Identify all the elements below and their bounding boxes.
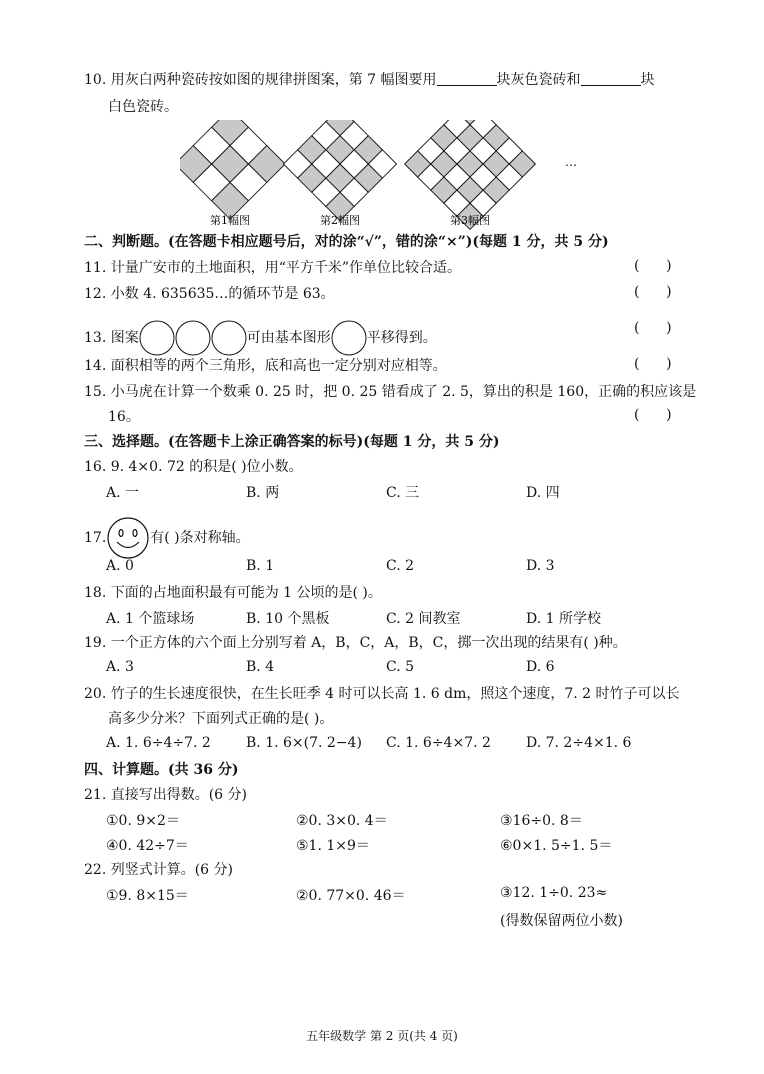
q17-option-a[interactable]: A. 0: [106, 558, 134, 574]
q18-text: 18. 下面的占地面积最有可能为 1 公顷的是( )。: [84, 585, 382, 601]
q17-after-text: 有( )条对称轴。: [150, 530, 250, 546]
section-4-title: 四、计算题。(共 36 分): [84, 762, 239, 778]
q19-option-b[interactable]: B. 4: [246, 659, 275, 675]
q22-item-1: ①9. 8×15＝: [106, 888, 189, 904]
q10-tile-figures: [180, 120, 600, 232]
q15-text: 15. 小马虎在计算一个数乘 0. 25 时，把 0. 25 错看成了 2. 5，算出的积是 160，正确的积应该是: [84, 384, 697, 400]
q21-item-5: ⑤1. 1×9＝: [296, 838, 370, 854]
q13-answer-paren[interactable]: ( ): [634, 320, 672, 336]
q10-line2: 白色瓷砖。: [108, 99, 178, 115]
tile-figure-3: [405, 120, 536, 229]
q21-item-4: ④0. 42÷7＝: [106, 838, 189, 854]
q19-text: 19. 一个正方体的六个面上分别写着 A，B，C，A，B，C，掷一次出现的结果有( )种。: [84, 635, 627, 651]
q10-blank-white[interactable]: [581, 71, 641, 86]
q16-option-c[interactable]: C. 三: [386, 485, 420, 501]
q10-blank-gray[interactable]: [437, 71, 497, 86]
section-2-title: 二、判断题。(在答题卡相应题号后，对的涂“√”，错的涂“×”)(每题 1 分，共 5 分): [84, 234, 609, 250]
caption-3: 第3幅图: [450, 214, 490, 227]
q22-item-2: ②0. 77×0. 46＝: [296, 888, 406, 904]
q11-answer-paren[interactable]: ( ): [634, 258, 672, 274]
q17-text: 17.: [84, 530, 107, 546]
q20-text-cont: 高多少分米？下面列式正确的是( )。: [108, 711, 334, 727]
q16-option-a[interactable]: A. 一: [106, 485, 140, 501]
q10-line1: [84, 70, 655, 90]
tile-figure-2: [283, 120, 396, 221]
q11-text: 11. 计量广安市的土地面积，用“平方千米”作单位比较合适。: [84, 260, 462, 276]
smiley-face-icon: [106, 516, 150, 560]
q17-option-b[interactable]: B. 1: [246, 558, 275, 574]
q20-text: 20. 竹子的生长速度很快，在生长旺季 4 时可以长高 1. 6 dm，照这个速度，7. 2 时竹子可以长: [84, 686, 680, 702]
q22-note: (得数保留两位小数): [500, 913, 623, 929]
tile-figure-1: [180, 120, 285, 219]
q19-option-d[interactable]: D. 6: [526, 659, 555, 675]
caption-2: 第2幅图: [320, 214, 360, 227]
q21-item-6: ⑥0×1. 5÷1. 5＝: [500, 838, 613, 854]
q16-text: 16. 9. 4×0. 72 的积是( )位小数。: [84, 459, 303, 475]
q18-option-d[interactable]: D. 1 所学校: [526, 611, 601, 627]
q21-item-1: ①0. 9×2＝: [106, 813, 180, 829]
q17-line: [84, 516, 250, 560]
q16-option-d[interactable]: D. 四: [526, 485, 560, 501]
q20-option-b[interactable]: B. 1. 6×(7. 2−4): [246, 735, 362, 751]
q12-answer-paren[interactable]: ( ): [634, 284, 672, 300]
q13-text: 13. 图案: [84, 330, 139, 346]
ellipsis: …: [565, 155, 577, 169]
q17-option-c[interactable]: C. 2: [386, 558, 415, 574]
q19-option-a[interactable]: A. 3: [106, 659, 134, 675]
q18-option-a[interactable]: A. 1 个篮球场: [106, 611, 195, 627]
q10-mid-text: 块灰色瓷砖和: [496, 72, 581, 88]
q13-line: [84, 320, 437, 356]
q18-option-b[interactable]: B. 10 个黑板: [246, 611, 330, 627]
q22-title: 22. 列竖式计算。(6 分): [84, 862, 233, 878]
q15-answer-paren[interactable]: ( ): [634, 407, 672, 423]
three-circles-pattern: [139, 320, 247, 356]
q20-option-a[interactable]: A. 1. 6÷4÷7. 2: [106, 735, 211, 751]
q14-answer-paren[interactable]: ( ): [634, 356, 672, 372]
q10-text: 10. 用灰白两种瓷砖按如图的规律拼图案，第 7 幅图要用: [84, 72, 437, 88]
q15-text-cont: 16。: [108, 409, 140, 425]
q14-text: 14. 面积相等的两个三角形，底和高也一定分别对应相等。: [84, 358, 447, 374]
q12-text: 12. 小数 4. 635635…的循环节是 63。: [84, 286, 335, 302]
q10-end-text: 块: [640, 72, 655, 88]
q21-title: 21. 直接写出得数。(6 分): [84, 787, 247, 803]
page-footer: 五年级数学 第 2 页(共 4 页): [306, 1029, 458, 1043]
q13-end-text: 平移得到。: [366, 330, 437, 346]
q20-option-c[interactable]: C. 1. 6÷4×7. 2: [386, 735, 491, 751]
q20-option-d[interactable]: D. 7. 2÷4×1. 6: [526, 735, 632, 751]
q22-item-3: ③12. 1÷0. 23≈: [500, 885, 608, 901]
q13-mid-text: 可由基本图形: [246, 330, 331, 346]
q19-option-c[interactable]: C. 5: [386, 659, 415, 675]
q16-option-b[interactable]: B. 两: [246, 485, 280, 501]
q21-item-3: ③16÷0. 8＝: [500, 813, 583, 829]
caption-1: 第1幅图: [210, 214, 250, 227]
q18-option-c[interactable]: C. 2 间教室: [386, 611, 461, 627]
q17-option-d[interactable]: D. 3: [526, 558, 555, 574]
section-3-title: 三、选择题。(在答题卡上涂正确答案的标号)(每题 1 分，共 5 分): [84, 434, 500, 450]
single-circle-basic-shape: [331, 320, 367, 356]
q21-item-2: ②0. 3×0. 4＝: [296, 813, 388, 829]
